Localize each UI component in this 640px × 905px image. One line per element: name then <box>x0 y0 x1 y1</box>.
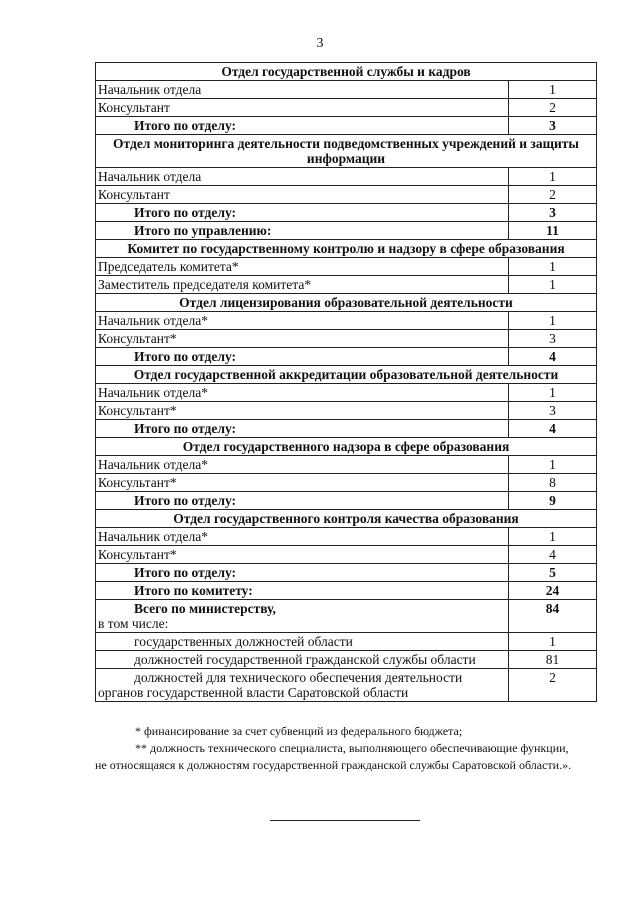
subtotal-row <box>96 348 597 366</box>
breakdown-row <box>96 651 597 669</box>
position-count: 1 <box>509 312 597 330</box>
position-row <box>96 168 597 186</box>
position-row <box>96 546 597 564</box>
position-row <box>96 384 597 402</box>
closing-rule <box>270 820 420 821</box>
footnotes <box>95 724 597 775</box>
breakdown-row <box>96 633 597 651</box>
position-name: Консультант* <box>96 546 509 564</box>
subtotal-row <box>96 564 597 582</box>
footnote-technical: ** должность технического специалиста, выполняющего обеспечивающие функции, <box>135 741 569 755</box>
breakdown-name: государственных должностей области <box>96 633 509 651</box>
section-heading-row <box>96 63 597 81</box>
position-row <box>96 456 597 474</box>
page-number: 3 <box>316 36 324 51</box>
position-count: 3 <box>509 402 597 420</box>
section-heading: Комитет по государственному контролю и надзору в сфере образования <box>96 240 597 258</box>
position-row <box>96 276 597 294</box>
subtotal-value: 3 <box>509 204 597 222</box>
position-row <box>96 330 597 348</box>
breakdown-value: 81 <box>509 651 597 669</box>
table-body <box>96 63 597 600</box>
position-name: Консультант <box>96 99 509 117</box>
footnote-subvention: * финансирование за счет субвенций из федерального бюджета; <box>135 724 463 738</box>
subtotal-value: 4 <box>509 420 597 438</box>
position-name: Начальник отдела* <box>96 456 509 474</box>
tech-support-value: 2 <box>509 669 597 702</box>
subtotal-value: 5 <box>509 564 597 582</box>
subtotal-value: 3 <box>509 117 597 135</box>
position-name: Начальник отдела* <box>96 312 509 330</box>
section-heading-row <box>96 510 597 528</box>
grand-total-row <box>96 600 597 633</box>
section-heading: Отдел лицензирования образовательной деятельности <box>96 294 597 312</box>
section-heading-row <box>96 438 597 456</box>
breakdown-name: должностей государственной гражданской службы области <box>96 651 509 669</box>
subtotal-row <box>96 204 597 222</box>
position-count: 4 <box>509 546 597 564</box>
grand-total-sublabel: в том числе: <box>98 616 169 631</box>
grand-total-label: Всего по министерству, <box>134 601 276 616</box>
tech-support-row <box>96 669 597 702</box>
subtotal-label: Итого по отделу: <box>96 420 509 438</box>
section-heading-row <box>96 240 597 258</box>
subtotal-row <box>96 117 597 135</box>
position-count: 1 <box>509 384 597 402</box>
tech-support-line2: органов государственной власти Саратовской области <box>98 685 409 700</box>
section-heading: Отдел государственного контроля качества образования <box>96 510 597 528</box>
section-heading-row <box>96 135 597 168</box>
subtotal-row <box>96 582 597 600</box>
position-row <box>96 312 597 330</box>
position-name: Председатель комитета* <box>96 258 509 276</box>
section-heading-row <box>96 294 597 312</box>
subtotal-label: Итого по отделу: <box>96 117 509 135</box>
subtotal-row <box>96 222 597 240</box>
position-count: 1 <box>509 276 597 294</box>
position-row <box>96 81 597 99</box>
subtotal-label: Итого по отделу: <box>96 492 509 510</box>
position-name: Консультант* <box>96 330 509 348</box>
position-name: Консультант* <box>96 402 509 420</box>
staffing-table <box>95 62 597 702</box>
footnote-technical-continued: не относящаяся к должностям государственной гражданской службы Саратовской области.». <box>95 758 572 772</box>
position-row <box>96 402 597 420</box>
section-heading-row <box>96 366 597 384</box>
tech-support-line1: должностей для технического обеспечения деятельности <box>134 670 463 685</box>
subtotal-value: 11 <box>509 222 597 240</box>
summary-body <box>96 600 597 702</box>
position-row <box>96 474 597 492</box>
section-heading: Отдел государственного надзора в сфере образования <box>96 438 597 456</box>
section-heading: Отдел государственной службы и кадров <box>96 63 597 81</box>
position-count: 2 <box>509 99 597 117</box>
position-name: Заместитель председателя комитета* <box>96 276 509 294</box>
subtotal-row <box>96 492 597 510</box>
position-name: Начальник отдела <box>96 81 509 99</box>
subtotal-label: Итого по комитету: <box>96 582 509 600</box>
position-count: 3 <box>509 330 597 348</box>
subtotal-label: Итого по управлению: <box>96 222 509 240</box>
subtotal-label: Итого по отделу: <box>96 564 509 582</box>
position-count: 2 <box>509 186 597 204</box>
position-count: 1 <box>509 81 597 99</box>
grand-total-label-cell <box>96 600 509 633</box>
subtotal-row <box>96 420 597 438</box>
section-heading: Отдел государственной аккредитации образовательной деятельности <box>96 366 597 384</box>
section-heading: Отдел мониторинга деятельности подведомственных учреждений и защиты информации <box>96 135 597 168</box>
subtotal-label: Итого по отделу: <box>96 204 509 222</box>
grand-total-value: 84 <box>509 600 597 633</box>
subtotal-label: Итого по отделу: <box>96 348 509 366</box>
position-row <box>96 186 597 204</box>
position-name: Консультант <box>96 186 509 204</box>
tech-support-name-cell <box>96 669 509 702</box>
position-row <box>96 528 597 546</box>
position-count: 1 <box>509 528 597 546</box>
position-count: 1 <box>509 168 597 186</box>
position-count: 1 <box>509 456 597 474</box>
subtotal-value: 24 <box>509 582 597 600</box>
position-count: 1 <box>509 258 597 276</box>
subtotal-value: 9 <box>509 492 597 510</box>
position-row <box>96 258 597 276</box>
position-name: Начальник отдела* <box>96 528 509 546</box>
position-count: 8 <box>509 474 597 492</box>
subtotal-value: 4 <box>509 348 597 366</box>
position-name: Начальник отдела* <box>96 384 509 402</box>
position-name: Консультант* <box>96 474 509 492</box>
position-row <box>96 99 597 117</box>
position-name: Начальник отдела <box>96 168 509 186</box>
breakdown-value: 1 <box>509 633 597 651</box>
